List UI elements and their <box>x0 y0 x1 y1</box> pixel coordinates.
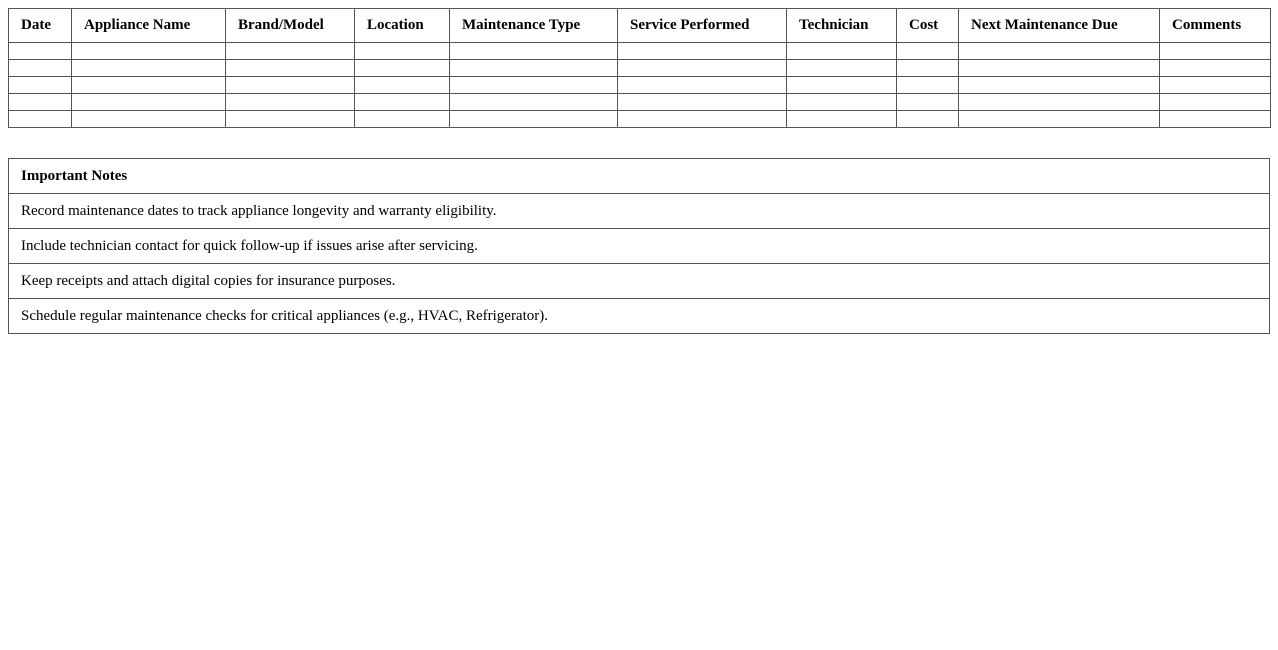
table-cell[interactable] <box>450 94 618 111</box>
document-page <box>8 8 1270 334</box>
table-cell[interactable] <box>787 111 897 128</box>
note-text: Include technician contact for quick follow-up if issues arise after servicing. <box>9 229 1270 264</box>
table-cell[interactable] <box>72 60 226 77</box>
table-cell[interactable] <box>450 43 618 60</box>
column-header-brand-model: Brand/Model <box>226 9 355 43</box>
table-cell[interactable] <box>897 43 959 60</box>
table-cell[interactable] <box>226 111 355 128</box>
note-row <box>9 299 1270 334</box>
table-row <box>9 43 1271 60</box>
table-cell[interactable] <box>355 60 450 77</box>
table-cell[interactable] <box>787 94 897 111</box>
maintenance-log-table <box>8 8 1271 128</box>
table-cell[interactable] <box>72 94 226 111</box>
table-row <box>9 60 1271 77</box>
column-header-service-performed: Service Performed <box>618 9 787 43</box>
table-cell[interactable] <box>226 43 355 60</box>
table-cell[interactable] <box>9 111 72 128</box>
table-cell[interactable] <box>618 77 787 94</box>
table-cell[interactable] <box>355 77 450 94</box>
table-cell[interactable] <box>450 77 618 94</box>
table-cell[interactable] <box>959 111 1160 128</box>
table-cell[interactable] <box>72 111 226 128</box>
table-cell[interactable] <box>1160 111 1271 128</box>
column-header-cost: Cost <box>897 9 959 43</box>
table-cell[interactable] <box>897 94 959 111</box>
notes-header-row <box>9 159 1270 194</box>
table-cell[interactable] <box>897 60 959 77</box>
table-cell[interactable] <box>1160 43 1271 60</box>
table-cell[interactable] <box>355 43 450 60</box>
table-cell[interactable] <box>787 43 897 60</box>
table-row <box>9 111 1271 128</box>
column-header-maintenance-type: Maintenance Type <box>450 9 618 43</box>
table-cell[interactable] <box>9 94 72 111</box>
table-cell[interactable] <box>787 77 897 94</box>
note-text: Keep receipts and attach digital copies for insurance purposes. <box>9 264 1270 299</box>
column-header-next-maintenance-due: Next Maintenance Due <box>959 9 1160 43</box>
table-header-row <box>9 9 1271 43</box>
column-header-location: Location <box>355 9 450 43</box>
note-row <box>9 229 1270 264</box>
table-cell[interactable] <box>450 60 618 77</box>
column-header-date: Date <box>9 9 72 43</box>
table-cell[interactable] <box>226 77 355 94</box>
table-cell[interactable] <box>959 60 1160 77</box>
table-cell[interactable] <box>226 60 355 77</box>
note-row <box>9 264 1270 299</box>
table-cell[interactable] <box>1160 94 1271 111</box>
note-text: Record maintenance dates to track appliance longevity and warranty eligibility. <box>9 194 1270 229</box>
table-cell[interactable] <box>897 111 959 128</box>
table-cell[interactable] <box>9 60 72 77</box>
note-row <box>9 194 1270 229</box>
table-cell[interactable] <box>1160 60 1271 77</box>
table-cell[interactable] <box>618 94 787 111</box>
table-cell[interactable] <box>1160 77 1271 94</box>
table-cell[interactable] <box>618 43 787 60</box>
column-header-comments: Comments <box>1160 9 1271 43</box>
table-cell[interactable] <box>226 94 355 111</box>
table-cell[interactable] <box>450 111 618 128</box>
table-cell[interactable] <box>959 94 1160 111</box>
table-cell[interactable] <box>618 60 787 77</box>
table-cell[interactable] <box>897 77 959 94</box>
table-row <box>9 94 1271 111</box>
table-cell[interactable] <box>72 77 226 94</box>
table-row <box>9 77 1271 94</box>
important-notes-table <box>8 158 1270 334</box>
note-text: Schedule regular maintenance checks for critical appliances (e.g., HVAC, Refrigerator). <box>9 299 1270 334</box>
notes-title: Important Notes <box>9 159 1270 194</box>
column-header-technician: Technician <box>787 9 897 43</box>
table-cell[interactable] <box>355 111 450 128</box>
table-cell[interactable] <box>959 77 1160 94</box>
column-header-appliance-name: Appliance Name <box>72 9 226 43</box>
table-cell[interactable] <box>9 77 72 94</box>
table-cell[interactable] <box>959 43 1160 60</box>
table-body <box>9 43 1271 128</box>
table-cell[interactable] <box>355 94 450 111</box>
table-cell[interactable] <box>72 43 226 60</box>
table-cell[interactable] <box>787 60 897 77</box>
table-cell[interactable] <box>9 43 72 60</box>
table-cell[interactable] <box>618 111 787 128</box>
